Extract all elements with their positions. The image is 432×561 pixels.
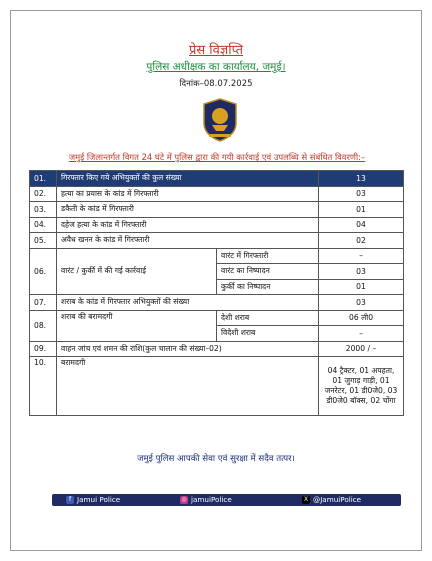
table-row: [30, 186, 404, 202]
table-row: [30, 202, 404, 218]
table-row: [30, 341, 404, 357]
row-number: 01.: [30, 171, 57, 187]
row-label: बरामदगी: [57, 357, 319, 416]
sub-row-label: वारंट का निष्पादन: [217, 264, 319, 280]
row-number: 09.: [30, 341, 57, 357]
sub-row-value: 03: [319, 264, 404, 280]
office-name: पुलिस अधीक्षक का कार्यालय, जमुई।: [146, 61, 286, 73]
x-icon: X: [303, 496, 309, 503]
bihar-police-emblem-icon: [200, 97, 240, 143]
row-label: हत्या का प्रयास के कांड में गिरफ्तारी: [57, 186, 319, 202]
row-number: 06.: [30, 248, 57, 295]
table-row: [30, 310, 404, 326]
sub-row-value: –: [319, 326, 404, 342]
table-row: [30, 171, 404, 187]
row-value: 04: [319, 217, 404, 233]
x-handle: @JamuiPolice: [313, 495, 362, 504]
facebook-handle: Jamui Police: [77, 495, 121, 504]
row-label: वाहन जांच एवं शमन की राशि(कुल चालान की संख्या–02): [57, 341, 319, 357]
row-label: डकैती के कांड में गिरफ्तारी: [57, 202, 319, 218]
slogan: जमुई पुलिस आपकी सेवा एवं सुरक्षा में सदैव तत्पर।: [137, 454, 295, 464]
row-label: वारंट / कुर्की में की गई कार्रवाई: [57, 248, 217, 295]
row-value: 13: [319, 171, 404, 187]
row-number: 05.: [30, 233, 57, 249]
table-row: [30, 357, 404, 416]
row-label: शराब के कांड में गिरफ्तार अभियुक्तों की संख्या: [57, 295, 319, 311]
sub-row-label: कुर्की का निष्पादन: [217, 279, 319, 295]
instagram-link[interactable]: [180, 494, 232, 506]
row-value: 04 ट्रैक्टर, 01 अपहता, 01 जुगाड़ गाड़ी, 01 जनरेटर, 01 डी0जे0, 03 डी0जे0 बॉक्स, 02 चोंगा: [319, 357, 404, 416]
instagram-handle: jamuiPolice: [191, 495, 232, 504]
sub-row-value: –: [319, 248, 404, 264]
row-label: शराब की बरामदगी: [57, 310, 217, 341]
row-label: अवैध खनन के कांड में गिरफ्तारी: [57, 233, 319, 249]
sub-row-label: विदेशी शराब: [217, 326, 319, 342]
row-number: 10.: [30, 357, 57, 416]
instagram-icon: ◎: [181, 496, 187, 503]
table-row: [30, 248, 404, 264]
row-number: 02.: [30, 186, 57, 202]
sub-row-value: 01: [319, 279, 404, 295]
row-number: 07.: [30, 295, 57, 311]
row-label: दहेज हत्या के कांड में गिरफ्तारी: [57, 217, 319, 233]
action-report-table: [29, 170, 404, 416]
facebook-link[interactable]: [66, 494, 120, 506]
row-value: 03: [319, 186, 404, 202]
table-row: [30, 217, 404, 233]
report-heading: जमुई जिलान्तर्गत विगत 24 घंटे में पुलिस द्वारा की गयी कार्रवाई एवं उपलब्धि से संबंधित विवरणी:–: [68, 152, 366, 162]
row-number: 08.: [30, 310, 57, 341]
table-row: [30, 295, 404, 311]
sub-row-value: 06 ली0: [319, 310, 404, 326]
row-value: 03: [319, 295, 404, 311]
social-media-bar: [52, 494, 401, 506]
row-value: 02: [319, 233, 404, 249]
facebook-icon: f: [66, 496, 74, 504]
row-number: 04.: [30, 217, 57, 233]
table-row: [30, 233, 404, 249]
sub-row-label: देशी शराब: [217, 310, 319, 326]
row-value: 01: [319, 202, 404, 218]
row-label: गिरफ्तार किए गये अभियुक्तों की कुल संख्या: [57, 171, 319, 187]
press-release-title: प्रेस विज्ञप्ति: [188, 43, 244, 58]
row-value: 2000 / –: [319, 341, 404, 357]
sub-row-label: वारंट में गिरफ्तारी: [217, 248, 319, 264]
release-date: दिनांक–08.07.2025: [179, 79, 253, 89]
x-link[interactable]: [302, 494, 361, 506]
row-number: 03.: [30, 202, 57, 218]
